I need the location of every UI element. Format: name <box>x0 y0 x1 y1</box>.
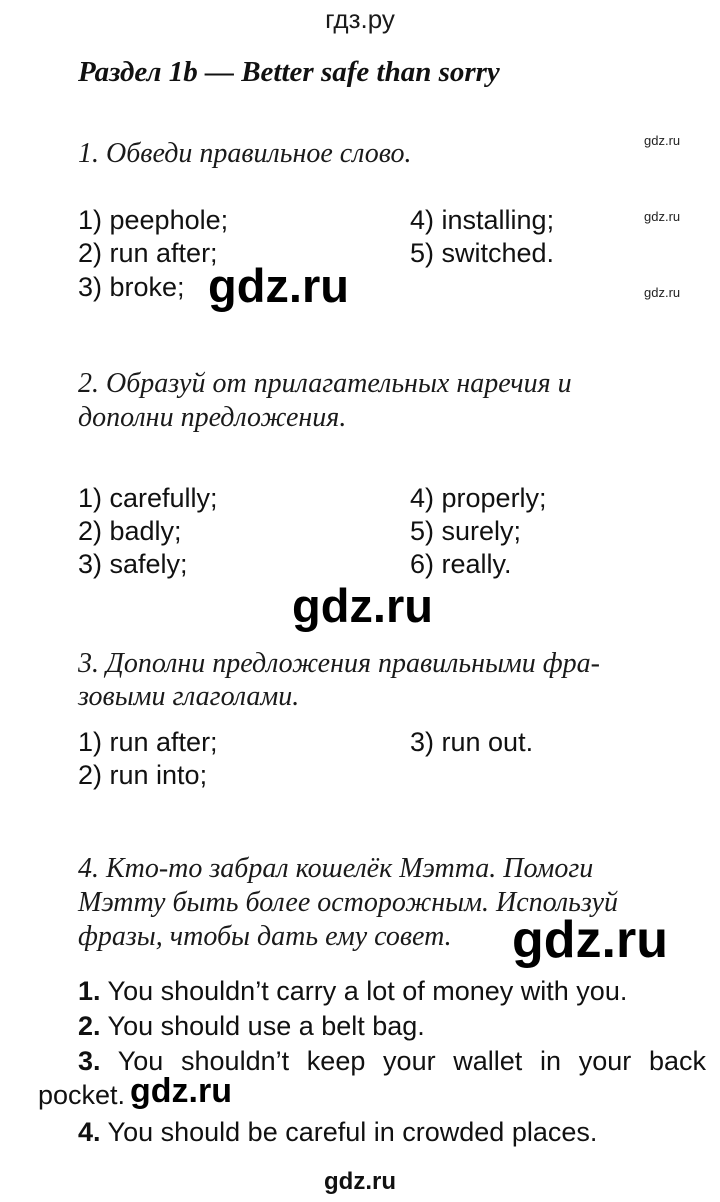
advice-text: You should be careful in crowded places. <box>107 1117 598 1147</box>
task4-prompt-line3: фразы, чтобы дать ему совет. <box>78 921 452 952</box>
task2-answer: 1) carefully; <box>78 483 218 513</box>
task2-prompt-line1: 2. Образуй от прилагательных наречия и <box>78 368 572 399</box>
watermark-small: gdz.ru <box>644 133 681 148</box>
task3-answer: 2) run into; <box>78 760 208 790</box>
watermark-large: gdz.ru <box>208 259 349 312</box>
watermark-small: gdz.ru <box>644 285 681 300</box>
watermark-large: gdz.ru <box>292 579 433 632</box>
task1-prompt: 1. Обведи правильное слово. <box>78 138 412 169</box>
advice-number: 3. <box>78 1046 101 1076</box>
task2-answer: 4) properly; <box>410 483 547 513</box>
task1-answer: 4) installing; <box>410 205 555 235</box>
task2-answer: 6) really. <box>410 549 512 579</box>
section-title: Раздел 1b — Better safe than sorry <box>78 56 500 88</box>
task4-prompt-line1: 4. Кто-то забрал кошелёк Мэтта. Помоги <box>78 853 594 884</box>
task1-answer: 3) broke; <box>78 272 185 302</box>
task3-answer: 3) run out. <box>410 727 534 757</box>
task2-answer: 5) surely; <box>410 516 522 546</box>
advice-continuation: pocket. <box>38 1080 126 1110</box>
task3-prompt-line1: 3. Дополни предложения правильными фра- <box>78 648 601 679</box>
site-header-text: гдз.ру <box>325 4 395 34</box>
task2-answer: 2) badly; <box>78 516 182 546</box>
task2-prompt-line2: дополни предложения. <box>78 402 347 433</box>
site-footer-text: gdz.ru <box>324 1168 396 1195</box>
task1-answer: 5) switched. <box>410 238 555 268</box>
advice-number: 2. <box>78 1011 101 1041</box>
watermark-large: gdz.ru <box>130 1072 232 1110</box>
advice-item <box>78 1011 425 1042</box>
advice-text: You shouldn’t carry a lot of money with you. <box>107 976 628 1006</box>
watermark-large: gdz.ru <box>512 911 668 969</box>
watermark-small: gdz.ru <box>644 209 681 224</box>
advice-text: You should use a belt bag. <box>107 1011 425 1041</box>
task3-answer: 1) run after; <box>78 727 218 757</box>
task1-answer: 2) run after; <box>78 238 218 268</box>
advice-number: 4. <box>78 1117 101 1147</box>
task1-answer: 1) peephole; <box>78 205 229 235</box>
advice-text: You shouldn’t keep your wallet in your back <box>117 1046 706 1076</box>
advice-item <box>78 1117 597 1148</box>
task4-prompt-line2: Мэтту быть более осторожным. Используй <box>78 887 619 918</box>
advice-item <box>78 976 627 1007</box>
advice-number: 1. <box>78 976 101 1006</box>
task2-answer: 3) safely; <box>78 549 188 579</box>
task3-prompt-line2: зовыми глаголами. <box>78 681 300 712</box>
